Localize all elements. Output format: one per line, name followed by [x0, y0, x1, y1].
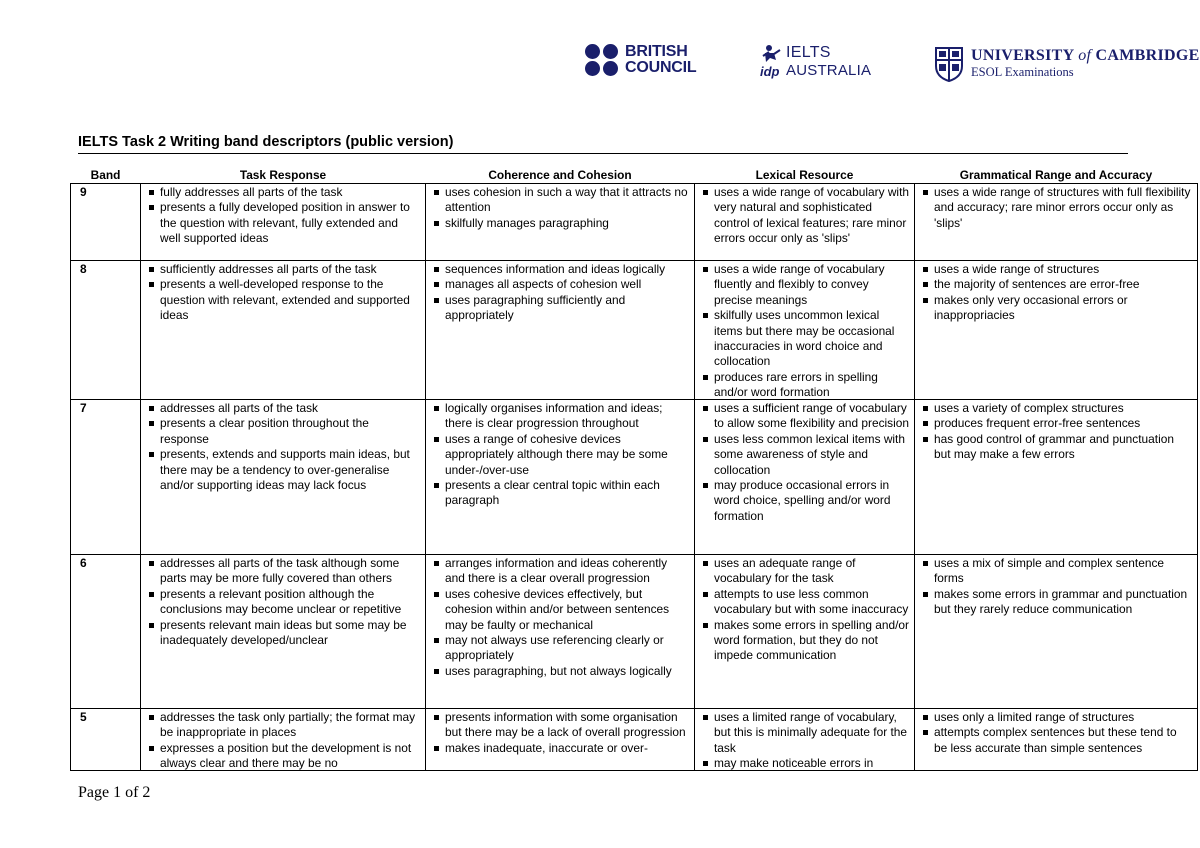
ielts-australia-logo [760, 44, 880, 80]
descriptor-item: presents a relevant position although the conclusions may become unclear or repetitive [148, 587, 420, 618]
descriptor-item: presents a well-developed response to the question with relevant, extended and supported ideas [148, 277, 420, 323]
document-title: IELTS Task 2 Writing band descriptors (public version) [78, 134, 454, 150]
descriptor-item: sufficiently addresses all parts of the task [148, 262, 420, 277]
descriptor-item: manages all aspects of cohesion well [433, 277, 689, 292]
descriptor-item: may make noticeable errors in [702, 756, 909, 770]
band-score: 6 [71, 555, 141, 709]
grammatical-range-cell [915, 400, 1198, 555]
table-row [71, 261, 1198, 400]
header-band: Band [90, 167, 121, 182]
idp-mark: idp [760, 64, 780, 79]
cambridge-shield-icon [934, 46, 964, 82]
lexical-resource-cell [695, 555, 915, 709]
lexical-resource-cell [695, 400, 915, 555]
descriptor-item: makes inadequate, inaccurate or over- [433, 741, 689, 756]
band-score: 5 [71, 709, 141, 771]
british-council-line2: COUNCIL [625, 59, 697, 76]
grammatical-range-cell [915, 261, 1198, 400]
descriptor-item: skilfully manages paragraphing [433, 216, 689, 231]
descriptor-item: attempts complex sentences but these tend to be less accurate than simple sentences [922, 725, 1192, 756]
descriptor-item: has good control of grammar and punctuation but may make a few errors [922, 432, 1192, 463]
table-header-row [71, 166, 1198, 184]
descriptor-item: makes some errors in grammar and punctuation but they rarely reduce communication [922, 587, 1192, 618]
descriptor-item: uses a wide range of vocabulary with very natural and sophisticated control of lexical features; rare minor errors occur only as 'slips' [702, 185, 909, 247]
descriptor-item: logically organises information and ideas; there is clear progression throughout [433, 401, 689, 432]
british-council-logo [585, 44, 696, 76]
descriptor-item: uses a variety of complex structures [922, 401, 1192, 416]
descriptor-item: uses a sufficient range of vocabulary to allow some flexibility and precision [702, 401, 909, 432]
descriptor-item: addresses all parts of the task although some parts may be more fully covered than others [148, 556, 420, 587]
lexical-resource-cell [695, 709, 915, 771]
british-council-dots-icon [585, 44, 619, 76]
descriptor-item: sequences information and ideas logically [433, 262, 689, 277]
descriptor-item: uses cohesive devices effectively, but cohesion within and/or between sentences may be faulty or mechanical [433, 587, 689, 633]
descriptor-item: uses an adequate range of vocabulary for the task [702, 556, 909, 587]
header-lexical-resource: Lexical Resource [755, 167, 854, 182]
descriptor-item: presents a clear central topic within each paragraph [433, 478, 689, 509]
band-score: 9 [71, 184, 141, 261]
table-row [71, 555, 1198, 709]
grammatical-range-cell [915, 555, 1198, 709]
descriptor-item: addresses all parts of the task [148, 401, 420, 416]
band-descriptors-table [70, 166, 1198, 771]
descriptor-item: arranges information and ideas coherently and there is a clear overall progression [433, 556, 689, 587]
task-response-cell [141, 400, 426, 555]
descriptor-item: uses a wide range of vocabulary fluently and flexibly to convey precise meanings [702, 262, 909, 308]
coherence-cohesion-cell [426, 184, 695, 261]
descriptor-item: skilfully uses uncommon lexical items but there may be occasional inaccuracies in word choice and collocation [702, 308, 909, 370]
lexical-resource-cell [695, 261, 915, 400]
ielts-line1: IELTS [786, 44, 831, 61]
table-row [71, 709, 1198, 771]
lexical-resource-cell [695, 184, 915, 261]
band-score: 8 [71, 261, 141, 400]
grammatical-range-cell [915, 184, 1198, 261]
page-number: Page 1 of 2 [78, 784, 151, 801]
descriptor-item: produces rare errors in spelling and/or word formation [702, 370, 909, 399]
descriptor-item: uses less common lexical items with some awareness of style and collocation [702, 432, 909, 478]
title-underline [78, 153, 1128, 154]
descriptor-item: attempts to use less common vocabulary but with some inaccuracy [702, 587, 909, 618]
task-response-cell [141, 261, 426, 400]
band-score: 7 [71, 400, 141, 555]
descriptor-item: presents relevant main ideas but some may be inadequately developed/unclear [148, 618, 420, 649]
descriptor-item: the majority of sentences are error-free [922, 277, 1192, 292]
descriptor-item: presents a clear position throughout the response [148, 416, 420, 447]
descriptor-item: expresses a position but the development is not always clear and there may be no [148, 741, 420, 770]
table-row [71, 184, 1198, 261]
descriptor-item: presents a fully developed position in answer to the question with relevant, fully extended and well supported ideas [148, 200, 420, 246]
cambridge-line2: ESOL Examinations [971, 65, 1074, 79]
descriptor-item: uses paragraphing, but not always logically [433, 664, 689, 679]
descriptor-item: produces frequent error-free sentences [922, 416, 1192, 431]
descriptor-item: uses a wide range of structures with full flexibility and accuracy; rare minor errors occur only as 'slips' [922, 185, 1192, 231]
descriptor-item: fully addresses all parts of the task [148, 185, 420, 200]
grammatical-range-cell [915, 709, 1198, 771]
descriptor-item: may produce occasional errors in word choice, spelling and/or word formation [702, 478, 909, 524]
descriptor-item: uses cohesion in such a way that it attracts no attention [433, 185, 689, 216]
descriptor-item: makes only very occasional errors or inappropriacies [922, 293, 1192, 324]
task-response-cell [141, 555, 426, 709]
descriptor-item: uses a limited range of vocabulary, but this is minimally adequate for the task [702, 710, 909, 756]
ielts-line2: AUSTRALIA [786, 62, 872, 79]
coherence-cohesion-cell [426, 400, 695, 555]
descriptor-item: addresses the task only partially; the format may be inappropriate in places [148, 710, 420, 741]
descriptor-item: uses paragraphing sufficiently and appropriately [433, 293, 689, 324]
cambridge-line1: UNIVERSITY of CAMBRIDGE [971, 47, 1200, 64]
descriptor-item: presents information with some organisation but there may be a lack of overall progression [433, 710, 689, 741]
descriptor-item: uses a mix of simple and complex sentence forms [922, 556, 1192, 587]
descriptor-item: may not always use referencing clearly or appropriately [433, 633, 689, 664]
cambridge-esol-logo [934, 46, 1200, 82]
coherence-cohesion-cell [426, 709, 695, 771]
header-coherence-cohesion: Coherence and Cohesion [488, 167, 632, 182]
header-grammatical-range: Grammatical Range and Accuracy [959, 167, 1153, 182]
descriptor-item: uses only a limited range of structures [922, 710, 1192, 725]
coherence-cohesion-cell [426, 261, 695, 400]
task-response-cell [141, 184, 426, 261]
descriptor-item: uses a range of cohesive devices appropriately although there may be some under-/over-use [433, 432, 689, 478]
british-council-line1: BRITISH [625, 43, 688, 60]
descriptor-item: presents, extends and supports main ideas, but there may be a tendency to over-generalise and/or supporting ideas may lack focus [148, 447, 420, 493]
task-response-cell [141, 709, 426, 771]
descriptor-item: makes some errors in spelling and/or word formation, but they do not impede communication [702, 618, 909, 664]
descriptor-item: uses a wide range of structures [922, 262, 1192, 277]
table-row [71, 400, 1198, 555]
header-task-response: Task Response [239, 167, 327, 182]
coherence-cohesion-cell [426, 555, 695, 709]
